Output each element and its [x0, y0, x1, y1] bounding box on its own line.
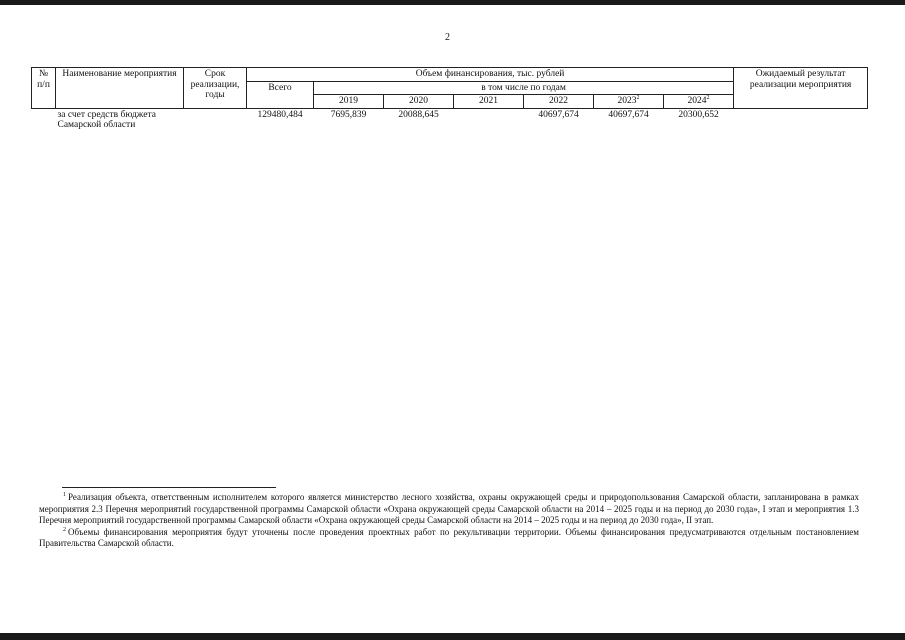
cell-2022: 40697,674 [538, 109, 579, 120]
header-term: Срок реализации, годы [184, 68, 247, 109]
scan-top-edge [0, 0, 905, 5]
financing-table [31, 67, 868, 132]
header-name: Наименование мероприятия [56, 68, 184, 109]
cell-2020: 20088,645 [398, 109, 439, 120]
header-year-2021: 2021 [454, 95, 524, 109]
cell-2021 [454, 108, 524, 132]
cell-2023: 40697,674 [608, 109, 649, 120]
footnote-text: Объемы финансирования мероприятия будут уточнены после проведения проектных работ по рекультивации территории. Объемы финансирования предусматриваются отдельным постановлением Правительства Самарской области. [39, 526, 859, 548]
header-year-2024: 2024$^2$ [664, 95, 734, 109]
cell-term [184, 108, 247, 132]
footnote-text: Реализация объекта, ответственным исполнителем которого является министерство лесного хозяйства, охраны окружающей среды и природопользования Самарской области, запланирована в рамках мероприятия 2.3 Перечня мероприятий государственной программы Самарской области «Охрана окружающей среды Самарской области на 2014 – 2025 годы и на период до 2030 года», I этап и мероприятия 1.3 Перечня мероприятий государственной программы Самарской области «Охрана окружающей среды Самарской области на 2014 – 2025 годы и на период до 2030 года», II этап. [39, 492, 859, 525]
header-by-years: в том числе по годам [314, 81, 734, 95]
footnote-mark: 2 [63, 526, 66, 533]
header-year-2019: 2019 [314, 95, 384, 109]
cell-2024: 20300,652 [678, 109, 719, 120]
header-expected-result: Ожидаемый результат реализации мероприятия [734, 68, 868, 109]
footnote-ref: 2 [636, 94, 640, 101]
cell-number [32, 108, 56, 132]
header-year-2022: 2022 [524, 95, 594, 109]
footnote-ref: 2 [706, 94, 710, 101]
scan-bottom-edge [0, 633, 905, 640]
footnote-2 [39, 527, 859, 550]
footnote-mark: 1 [63, 492, 66, 498]
cell-name: за счет средств бюджета Самарской области [57, 109, 156, 130]
header-year-2023: 2023$^2$ [594, 95, 664, 109]
footnote-1 [39, 492, 859, 527]
footnote-separator [62, 487, 276, 488]
table-row [32, 108, 868, 132]
page-number: 2 [445, 32, 450, 43]
cell-expected-result [734, 108, 868, 132]
footnotes [39, 492, 859, 550]
header-total: Всего [247, 81, 314, 108]
cell-2019: 7695,839 [330, 109, 367, 120]
header-number: № п/п [32, 68, 56, 109]
header-financing-volume: Объем финансирования, тыс. рублей [247, 68, 734, 82]
header-year-2020: 2020 [384, 95, 454, 109]
cell-total: 129480,484 [257, 109, 303, 120]
